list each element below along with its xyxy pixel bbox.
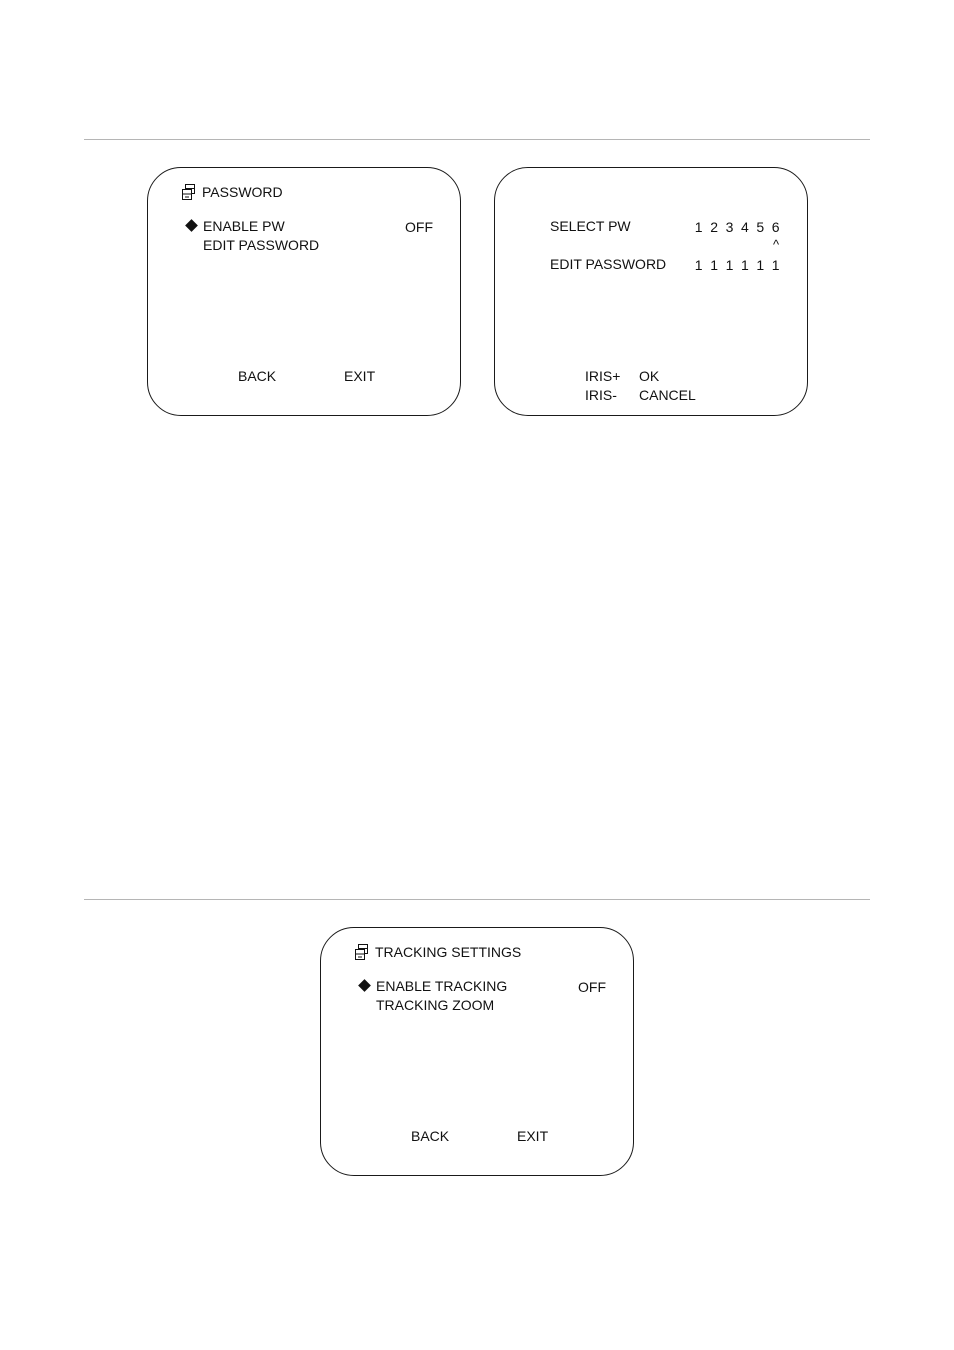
iris-plus-label: IRIS+: [585, 368, 621, 384]
password-digit[interactable]: 1: [740, 257, 749, 273]
menu-item-tracking-zoom[interactable]: TRACKING ZOOM: [376, 997, 495, 1013]
position-digit: 2: [710, 219, 718, 235]
position-digit: 1: [694, 219, 703, 235]
enable-tracking-value[interactable]: OFF: [578, 979, 606, 995]
selection-diamond-icon: [185, 219, 198, 232]
tracking-settings-screen: [320, 927, 634, 1176]
menu-doc-icon: [355, 944, 369, 960]
exit-button[interactable]: EXIT: [344, 368, 376, 384]
enable-pw-value[interactable]: OFF: [405, 219, 433, 235]
menu-title: PASSWORD: [202, 184, 283, 200]
ok-button[interactable]: OK: [639, 368, 660, 384]
position-digit: 5: [756, 219, 765, 235]
exit-button[interactable]: EXIT: [517, 1128, 549, 1144]
password-values[interactable]: [691, 257, 783, 273]
position-digit: 3: [725, 219, 734, 235]
edit-password-screen: [494, 167, 808, 416]
iris-minus-label: IRIS-: [585, 387, 617, 403]
password-positions: [691, 219, 783, 235]
menu-item-enable-pw[interactable]: ENABLE PW: [203, 218, 285, 234]
back-button[interactable]: BACK: [411, 1128, 450, 1144]
menu-title: TRACKING SETTINGS: [375, 944, 522, 960]
password-menu-screen: [147, 167, 461, 416]
password-digit[interactable]: 1: [756, 257, 765, 273]
menu-item-edit-password[interactable]: EDIT PASSWORD: [203, 237, 320, 253]
back-button[interactable]: BACK: [238, 368, 277, 384]
password-digit[interactable]: 1: [694, 257, 703, 273]
menu-item-enable-tracking[interactable]: ENABLE TRACKING: [376, 978, 508, 994]
password-digit[interactable]: 1: [771, 257, 780, 273]
position-digit: 6: [771, 219, 780, 235]
selection-diamond-icon: [358, 979, 371, 992]
cursor-caret: ^: [773, 237, 780, 252]
edit-password-label: EDIT PASSWORD: [550, 256, 667, 272]
cancel-button[interactable]: CANCEL: [639, 387, 696, 403]
menu-doc-icon: [182, 184, 196, 200]
select-pw-label: SELECT PW: [550, 218, 631, 234]
password-digit[interactable]: 1: [710, 257, 718, 273]
password-digit[interactable]: 1: [725, 257, 734, 273]
position-digit: 4: [740, 219, 749, 235]
top-divider: [84, 139, 870, 140]
middle-divider: [84, 899, 870, 900]
